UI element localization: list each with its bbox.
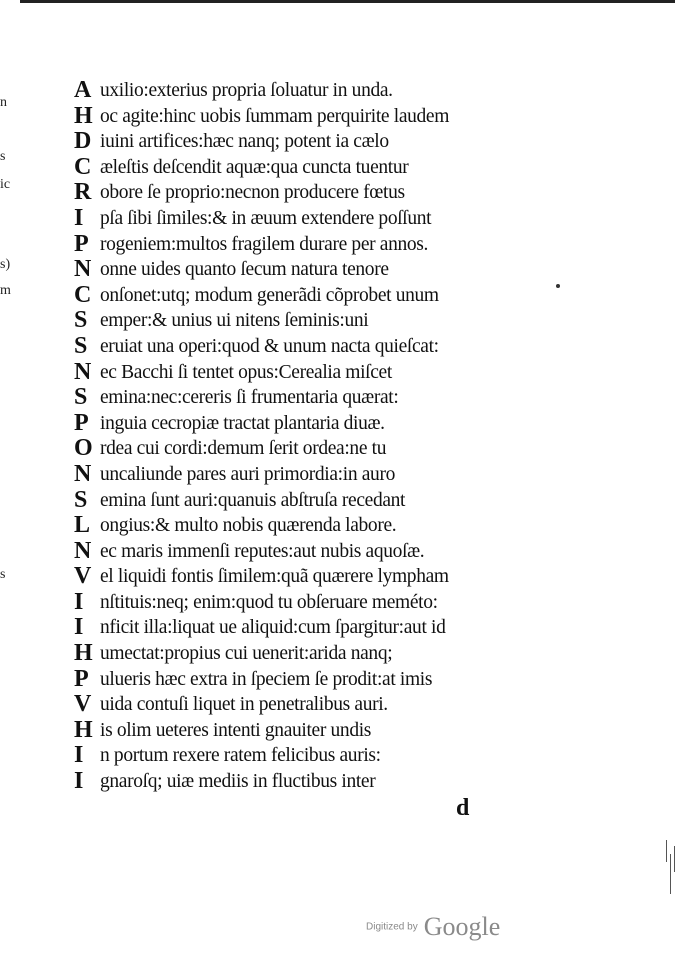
verse-initial: P (74, 409, 89, 436)
verse-line (74, 436, 594, 462)
verse-text: rogeniem:multos fragilem durare per annos. (100, 233, 429, 255)
verse-initial: C (74, 281, 92, 308)
verse-initial: S (74, 486, 88, 513)
verse-line (74, 129, 594, 155)
verse-line (74, 590, 594, 616)
verse-line (74, 232, 594, 258)
verse-text: gnaroſq; uiæ mediis in fluctibus inter (100, 771, 376, 793)
verse-line (74, 385, 594, 411)
verse-text: pſa ſibi ſimiles:& in æuum extendere poſſunt (100, 207, 432, 229)
verse-initial: L (74, 512, 91, 539)
verse-line (74, 769, 594, 795)
verse-line (74, 283, 594, 309)
verse-text: emina:nec:cereris ſi frumentaria quærat: (100, 387, 399, 409)
verse-line (74, 539, 594, 565)
right-edge-marks (664, 840, 676, 900)
verse-text: æleſtis deſcendit aquæ:qua cuncta tuentur (100, 156, 409, 178)
verse-initial: C (74, 153, 92, 180)
verse-text: onſonet:utq; modum generãdi cõprobet unum (100, 284, 439, 306)
watermark-prefix: Digitized by (366, 921, 418, 933)
verse-initial: N (74, 256, 92, 283)
verse-text: obore ſe proprio:necnon producere fœtus (100, 182, 405, 204)
verse-initial: S (74, 384, 88, 411)
margin-mark: n (0, 95, 7, 110)
margin-mark: m (0, 283, 11, 298)
verse-initial: A (74, 77, 92, 103)
verse-initial: I (74, 204, 84, 231)
verse-initial: P (74, 230, 89, 257)
verse-line (74, 180, 594, 206)
verse-line (74, 615, 594, 641)
verse-text: uida contuſi liquet in penetralibus auri. (100, 694, 388, 716)
verse-text: inguia cecropiæ tractat plantaria diuæ. (100, 412, 385, 434)
verse-initial: R (74, 179, 92, 206)
verse-initial: I (74, 742, 84, 769)
verse-text: el liquidi fontis ſimilem:quã quærere lympham (100, 566, 449, 588)
verse-text: iuini artifices:hæc nanq; potent ia cælo (100, 131, 389, 153)
verse-text: ec Bacchi ſi tentet opus:Cerealia miſcet (100, 361, 392, 383)
verse-text: rdea cui cordi:demum ſerit ordea:ne tu (100, 438, 387, 460)
margin-mark: s (0, 567, 6, 582)
verse-initial: S (74, 307, 88, 334)
verse-text: nſtituis:neq; enim:quod tu obſeruare meméto: (100, 591, 438, 613)
verse-line (74, 308, 594, 334)
verse-initial: H (74, 102, 93, 129)
left-margin-bleed (0, 0, 14, 959)
verse-initial: P (74, 665, 89, 692)
verse-line (74, 104, 594, 130)
verse-text: is olim ueteres intenti gnauiter undis (100, 719, 372, 741)
verse-initial: I (74, 614, 84, 641)
verse-line (74, 564, 594, 590)
verse-line (74, 718, 594, 744)
verse-text: ec maris immenſi reputes:aut nubis aquoſæ. (100, 540, 425, 562)
margin-mark: s (0, 149, 6, 164)
verse-line (74, 411, 594, 437)
verse-text: oc agite:hinc uobis ſummam perquirite laudem (100, 105, 450, 127)
verse-text: ongius:& multo nobis quærenda labore. (100, 515, 397, 537)
signature-mark: d (456, 795, 470, 821)
verse-initial: H (74, 716, 93, 743)
verse-line (74, 360, 594, 386)
ink-speck (556, 284, 560, 288)
verse-text: eruiat una operi:quod & unum nacta quieſcat: (100, 335, 439, 357)
verse-line (74, 488, 594, 514)
watermark-brand: Google (423, 912, 501, 941)
verse-line (74, 692, 594, 718)
verse-initial: H (74, 640, 93, 667)
verse-line (74, 155, 594, 181)
verse-initial: V (74, 563, 92, 590)
verse-initial: O (74, 435, 93, 462)
verse-line (74, 257, 594, 283)
verse-initial: N (74, 460, 92, 487)
verse-line (74, 667, 594, 693)
verse-line (74, 513, 594, 539)
page-top-edge (20, 0, 675, 3)
verse-text: ulueris hæc extra in ſpeciem ſe prodit:at imis (100, 668, 433, 690)
verse-text: emper:& unius ui nitens ſeminis:uni (100, 310, 369, 332)
verse-block (74, 78, 594, 795)
digitized-watermark (366, 912, 500, 942)
verse-line (74, 641, 594, 667)
verse-text: uxilio:exterius propria ſoluatur in unda. (100, 80, 393, 101)
verse-initial: N (74, 537, 92, 564)
verse-text: n portum rexere ratem felicibus auris: (100, 745, 381, 767)
verse-text: uncaliunde pares auri primordia:in auro (100, 463, 395, 485)
margin-mark: s) (0, 257, 11, 272)
verse-initial: I (74, 768, 84, 795)
verse-initial: V (74, 691, 92, 718)
verse-text: onne uides quanto ſecum natura tenore (100, 259, 389, 281)
margin-mark: ic (0, 177, 11, 192)
verse-line (74, 78, 594, 104)
verse-line (74, 743, 594, 769)
verse-text: nficit illa:liquat ue aliquid:cum ſpargitur:aut id (100, 617, 446, 639)
verse-line (74, 206, 594, 232)
verse-line (74, 334, 594, 360)
verse-initial: N (74, 358, 92, 385)
verse-initial: I (74, 588, 84, 615)
verse-text: umectat:propius cui uenerit:arida nanq; (100, 643, 393, 665)
verse-line (74, 462, 594, 488)
verse-initial: D (74, 128, 92, 155)
verse-text: emina ſunt auri:quanuis abſtruſa recedant (100, 489, 406, 511)
verse-initial: S (74, 332, 88, 359)
